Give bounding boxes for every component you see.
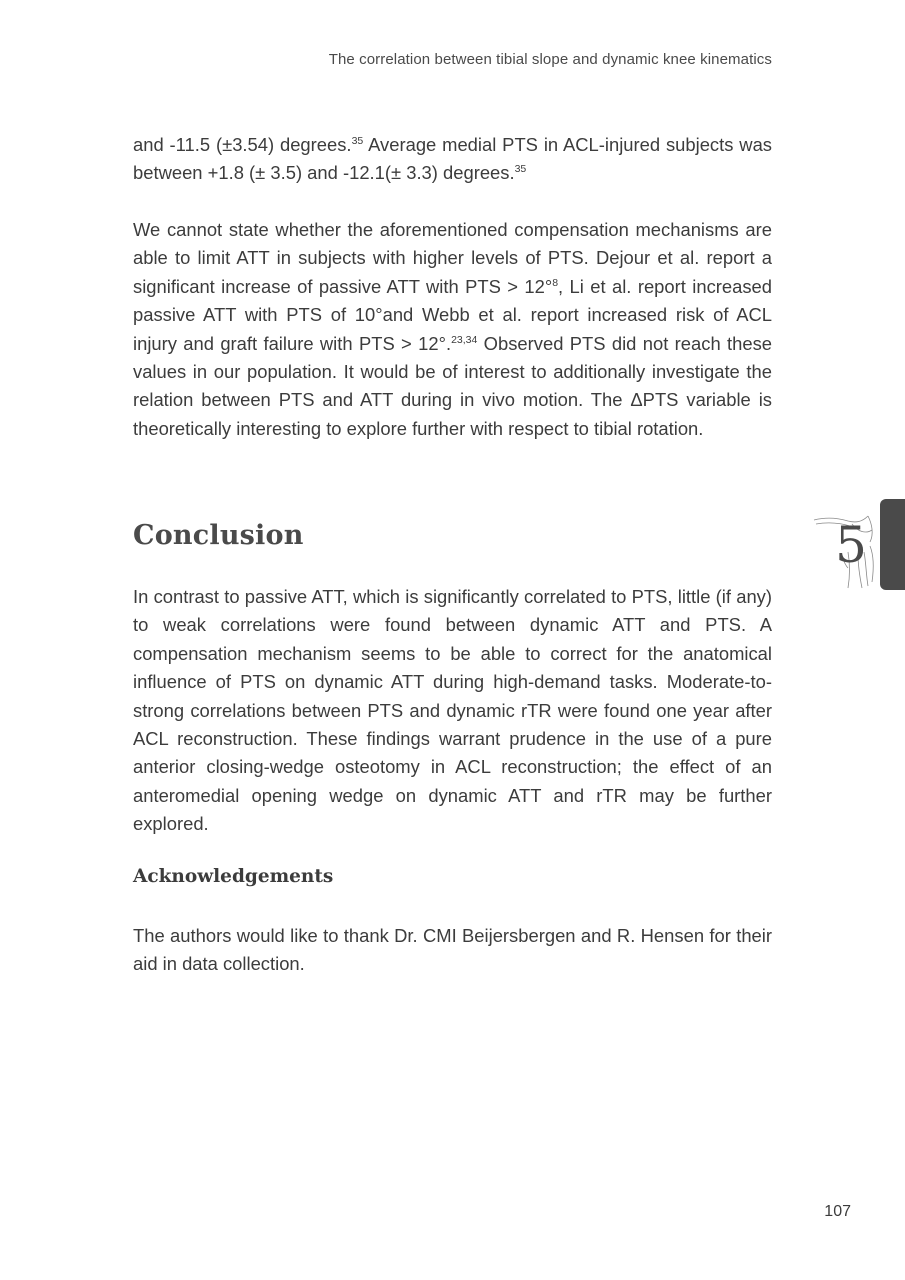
conclusion-paragraph: In contrast to passive ATT, which is significantly correlated to PTS, little (if any) to weak correlations were found between dynamic ATT and PTS. A compensation mechanism seems to be able to correct for the anatomical influence of PTS on dynamic ATT during high-demand tasks. Moderate-to-strong correlations between PTS and dynamic rTR were found one year after ACL reconstruction. These findings warrant prudence in the use of a pure anterior closing-wedge osteotomy in ACL reconstruction; the effect of an anteromedial opening wedge on dynamic ATT and rTR may be further explored. <box>133 586 772 835</box>
text-segment: Average medial PTS in ACL-injured subjects was between +1.8 (± 3.5) and -12.1(± 3.3) degrees. <box>133 134 773 184</box>
text-segment: , Li et al. report increased passive ATT with PTS of 10°and Webb et al. report increased risk of ACL injury and graft failure with PTS > 12°. <box>133 275 772 354</box>
page-number: 107 <box>824 1203 851 1220</box>
paragraph-compensation <box>133 216 772 443</box>
citation: 8 <box>552 276 559 289</box>
acknowledgements-paragraph: The authors would like to thank Dr. CMI Beijersbergen and R. Hensen for their aid in data collection. <box>133 925 772 975</box>
conclusion-heading: Conclusion <box>133 520 304 551</box>
text-segment: and -11.5 (±3.54) degrees. <box>133 134 352 155</box>
chapter-number: 5 <box>835 516 867 574</box>
acknowledgements-heading: Acknowledgements <box>133 866 334 887</box>
citation: 35 <box>514 163 527 176</box>
chapter-tab <box>880 499 905 590</box>
citation: 35 <box>351 135 364 147</box>
running-header: The correlation between tibial slope and dynamic knee kinematics <box>328 51 772 68</box>
text-segment: Observed PTS did not reach these values in our population. It would be of interest to additionally investigate the relation between PTS and ATT during in vivo motion. The ΔPTS variable is theoretically interesting to explore further with respect to tibial rotation. <box>133 332 772 439</box>
citation: 23,34 <box>451 333 478 346</box>
paragraph-pts-values <box>133 131 772 188</box>
text-segment: We cannot state whether the aforementioned compensation mechanisms are able to limit ATT in subjects with higher levels of PTS. Dejour et al. report a significant increase of passive ATT with PTS > 12° <box>133 219 772 297</box>
